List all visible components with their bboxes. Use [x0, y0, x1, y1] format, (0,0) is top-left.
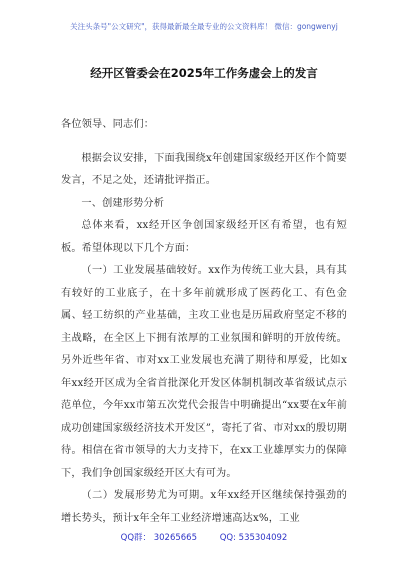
document-title: 经开区管委会在2025年工作务虚会上的发言 — [90, 66, 318, 80]
footer-qq-group: QQ群： 30265665 — [120, 533, 198, 543]
footer-qq-number: QQ: 535304092 — [219, 533, 288, 543]
document-body — [61, 114, 347, 530]
paragraph-point-2: （二）发展形势尤为可期。x年xx经开区继续保持强劲的增长势头，预计x年全年工业经济增速高达x%，工业 — [61, 490, 347, 524]
salutation: 各位领导、同志们： — [61, 119, 155, 130]
header-banner: 关注头条号"公文研究"，获得最新最全最专业的公文资料库！ 微信：gongwenyj — [70, 22, 338, 31]
section-heading-1: 一、创建形势分析 — [81, 197, 165, 209]
paragraph-overview: 总体来看，xx经开区争创国家级经开区有希望，也有短板。希望体现以下几个方面： — [61, 220, 347, 254]
paragraph-intro: 根据会议安排，下面我围绕x年创建国家级经开区作个简要发言，不足之处，还请批评指正。 — [61, 152, 347, 186]
paragraph-point-1: （一）工业发展基础较好。xx作为传统工业大县，具有其有较好的工业底子，在十多年前就形成了医药化工、有色金属、轻工纺织的产业基础，主攻工业也是历届政府坚定不移的主战略，在全区上下拥有浓厚的工业氛围和鲜明的开放传统。另外近些年省、市对xx工业发展也充满了期待和厚爱，比如x年xx经开区成为全省首批深化开发区体制机制改革省级试点示范单位，今年xx市第五次党代会报告中明确提出“xx要在x年前成功创建国家级经济技术开发区”，寄托了省、市对xx的殷切期待。相信在省市领导的大力支持下，在xx工业雄厚实力的保障下，我们争创国家级经开区大有可为。 — [61, 265, 347, 479]
footer-contact — [0, 533, 408, 544]
